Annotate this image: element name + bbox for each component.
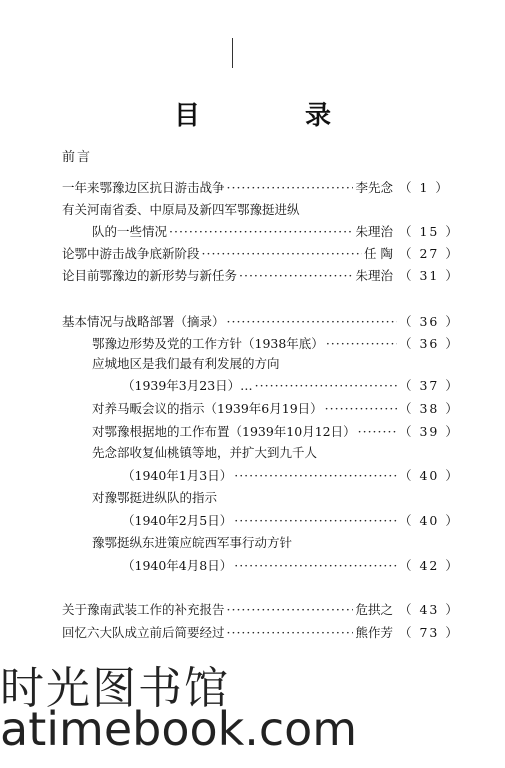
entry-author: 熊作芳 [355, 625, 393, 640]
section-item[interactable] [122, 511, 460, 531]
item-page: （ 38 ） [399, 401, 460, 416]
entry-page: （ 73 ） [399, 625, 460, 640]
toc-entry[interactable] [92, 222, 460, 242]
entry-page: （ 1 ） [399, 180, 450, 195]
dot-leader [227, 180, 354, 195]
item-title-line2: （1940年2月5日） [122, 513, 233, 528]
dot-leader [227, 625, 354, 640]
item-title: 对鄂豫根据地的工作布置（1939年10月12日） [92, 424, 356, 439]
section-item[interactable] [122, 556, 460, 576]
toc-entry[interactable] [62, 600, 460, 620]
item-title: 鄂豫边形势及党的工作方针（1938年底） [92, 336, 324, 351]
section-item[interactable] [92, 422, 460, 442]
dot-leader [169, 224, 353, 239]
item-title-line1[interactable]: 豫鄂挺纵东进策应皖西军事行动方针 [92, 535, 293, 550]
item-page: （ 40 ） [399, 513, 460, 528]
section-item[interactable] [92, 399, 460, 419]
entry-title: 论目前鄂豫边的新形势与新任务 [62, 268, 238, 283]
entry-author: 李先念 [355, 180, 393, 195]
dot-leader [227, 602, 354, 617]
item-title: 对养马畈会议的指示（1939年6月19日） [92, 401, 323, 416]
section-heading[interactable] [62, 312, 460, 332]
entry-title-line2: 队的一些情况 [92, 224, 168, 239]
watermark-url: atimebook.com [0, 702, 358, 756]
entry-title-line1[interactable]: 有关河南省委、中原局及新四军鄂豫挺进纵 [62, 202, 300, 217]
entry-page: （ 43 ） [399, 602, 460, 617]
dot-leader [234, 468, 397, 483]
item-title-line2: （1940年1月3日） [122, 468, 233, 483]
dot-leader [202, 246, 363, 261]
entry-author: 朱理治 [355, 224, 393, 239]
entry-title: 论鄂中游击战争底新阶段 [62, 246, 200, 261]
dot-leader [326, 336, 397, 351]
entry-title: 一年来鄂豫边区抗日游击战争 [62, 180, 225, 195]
entry-author: 危拱之 [355, 602, 393, 617]
dot-leader [358, 424, 397, 439]
entry-page: （ 27 ） [399, 246, 460, 261]
entry-title: 关于豫南武装工作的补充报告 [62, 602, 225, 617]
section-item[interactable] [122, 466, 460, 486]
item-title-line2: （1940年4月8日） [122, 558, 233, 573]
item-title-line2: （1939年3月23日）… [122, 378, 253, 393]
entry-title: 回忆六大队成立前后简要经过 [62, 625, 225, 640]
item-title-line1[interactable]: 应城地区是我们最有利发展的方向 [92, 356, 280, 371]
item-page: （ 42 ） [399, 558, 460, 573]
preface-heading: 前言 [62, 150, 93, 165]
toc-entry[interactable] [62, 266, 460, 286]
toc-entry[interactable] [62, 178, 450, 198]
watermark-cn: 时光图书馆 [0, 663, 230, 714]
section-title: 基本情况与战略部署（摘录） [62, 314, 225, 329]
dot-leader [227, 314, 397, 329]
section-page: （ 36 ） [399, 314, 460, 329]
toc-entry[interactable] [62, 623, 460, 643]
item-page: （ 36 ） [399, 336, 460, 351]
dot-leader [239, 268, 353, 283]
dot-leader [325, 401, 397, 416]
item-page: （ 37 ） [399, 378, 460, 393]
entry-author: 任 陶 [364, 246, 393, 261]
dot-leader [234, 558, 397, 573]
section-item[interactable] [92, 334, 460, 354]
entry-page: （ 15 ） [399, 224, 460, 239]
item-page: （ 39 ） [399, 424, 460, 439]
entry-page: （ 31 ） [399, 268, 460, 283]
page-title: 目 录 [173, 101, 380, 131]
dot-leader [255, 378, 397, 393]
section-item[interactable] [122, 376, 460, 396]
item-title-line1[interactable]: 先念部收复仙桃镇等地，并扩大到九千人 [92, 445, 318, 460]
toc-entry[interactable] [62, 244, 460, 264]
entry-author: 朱理治 [355, 268, 393, 283]
dot-leader [234, 513, 397, 528]
binding-mark [232, 38, 233, 68]
item-page: （ 40 ） [399, 468, 460, 483]
item-title-line1[interactable]: 对豫鄂挺进纵队的指示 [92, 490, 218, 505]
